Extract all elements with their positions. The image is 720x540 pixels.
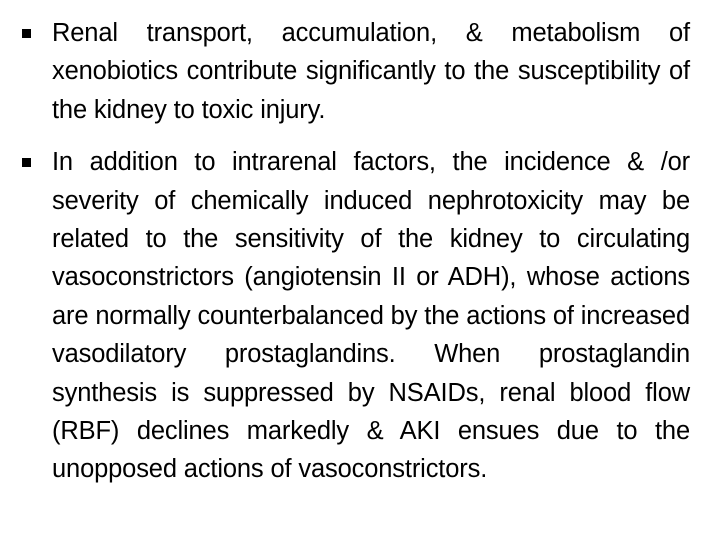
bullet-item [18,143,690,489]
bullet-list [18,14,690,489]
bullet-text: Renal transport, accumulation, & metabolism of xenobiotics contribute significantly to the susceptibility of the kidney to toxic injury. [52,19,690,124]
bullet-text: In addition to intrarenal factors, the incidence & /or severity of chemically induced nephrotoxicity may be related to the sensitivity of the kidney to circulating vasoconstrictors (angiotensin II or ADH), whose actions are normally counterbalanced by the actions of increased vasodilatory prostaglandins. When prostaglandin synthesis is suppressed by NSAIDs, renal blood flow (RBF) declines markedly & AKI ensues due to the unopposed actions of vasoconstrictors. [52,148,690,484]
square-bullet-icon [22,29,31,38]
square-bullet-icon [22,158,31,167]
bullet-item [18,14,690,129]
